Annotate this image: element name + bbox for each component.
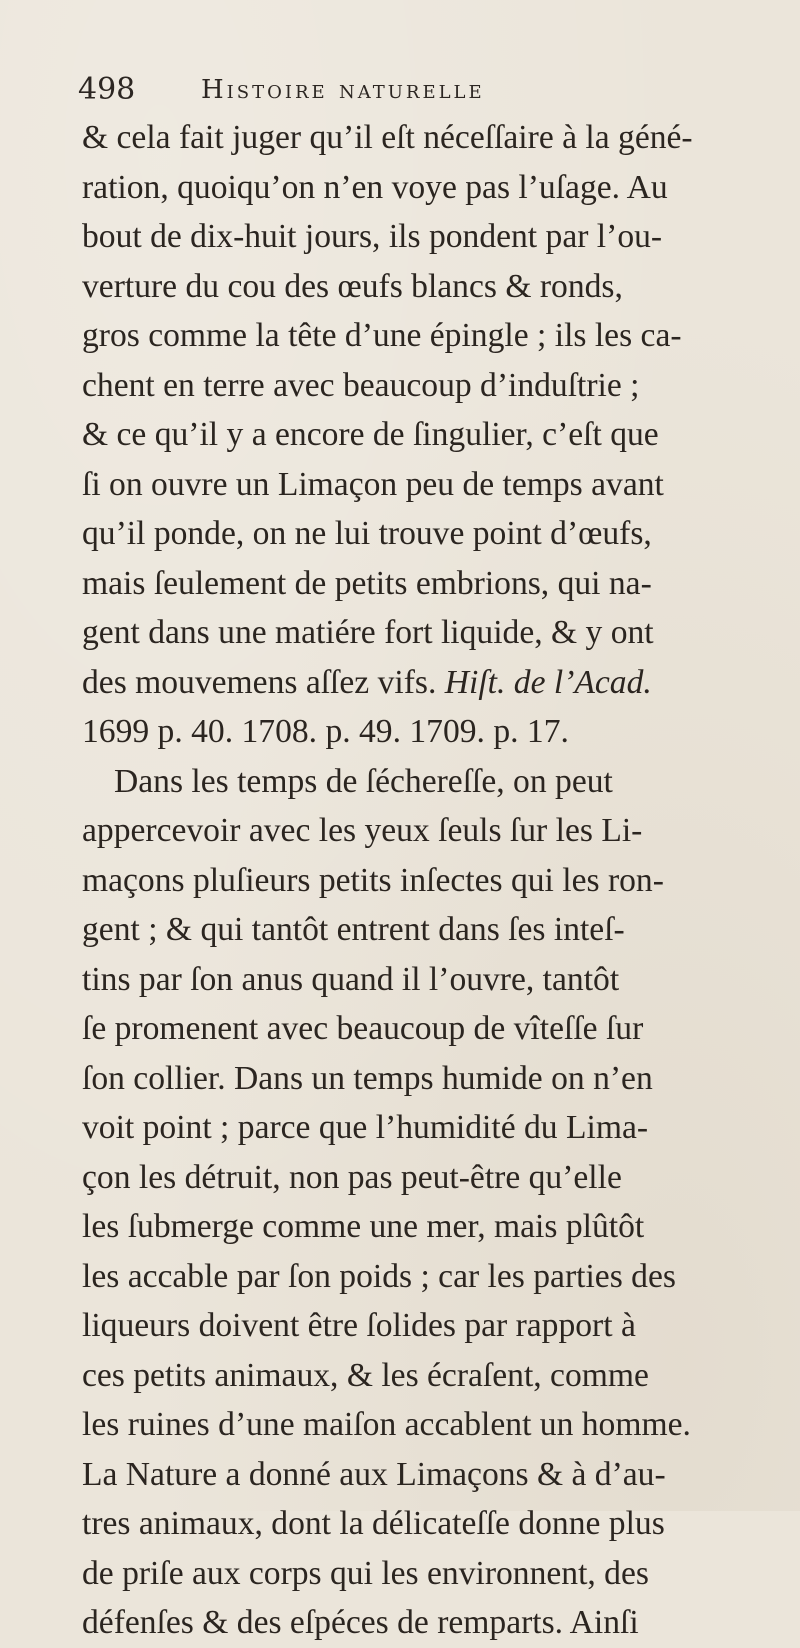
paragraph-start-line: Dans les temps de ſéchereſſe, on peut <box>114 762 613 800</box>
text-line: qu’il ponde, on ne lui trouve point d’œufs, <box>82 515 652 552</box>
text-line: mais ſeulement de petits embrions, qui na- <box>82 564 652 602</box>
text-line: çon les détruit, non pas peut-être qu’elle <box>82 1158 622 1196</box>
text-line: les accable par ſon poids ; car les parties des <box>82 1257 676 1295</box>
text-line: les ruines d’une maiſon accablent un homme. <box>82 1406 691 1443</box>
text-line-with-citation <box>82 658 798 708</box>
text-line: voit point ; parce que l’humidité du Lima- <box>82 1109 649 1146</box>
text-line: gros comme la tête d’une épingle ; ils les ca- <box>82 317 682 354</box>
text-line: gent dans une matiére fort liquide, & y ont <box>82 614 654 651</box>
text-line: tres animaux, dont la délicateſſe donne plus <box>82 1505 665 1542</box>
text-line: 1699 p. 40. 1708. p. 49. 1709. p. 17. <box>82 713 569 750</box>
page-header <box>78 68 718 112</box>
text-line: chent en terre avec beaucoup d’induſtrie ; <box>82 366 640 404</box>
text-line: verture du cou des œufs blancs & ronds, <box>82 267 623 305</box>
text-line: tins par ſon anus quand il l’ouvre, tantôt <box>82 960 620 998</box>
text-line: & cela fait juger qu’il eſt néceſſaire à la géné- <box>82 119 693 156</box>
text-line: de priſe aux corps qui les environnent, des <box>82 1554 649 1592</box>
text-line: gent ; & qui tantôt entrent dans ſes inteſ- <box>82 911 625 948</box>
text-line: La Nature a donné aux Limaçons & à d’au- <box>82 1455 666 1493</box>
text-segment: des mouvemens aſſez vifs. <box>82 663 437 701</box>
text-line: ſe promenent avec beaucoup de vîteſſe ſur <box>82 1010 644 1047</box>
text-line: appercevoir avec les yeux ſeuls ſur les Li- <box>82 812 643 849</box>
text-line: ces petits animaux, & les écraſent, comme <box>82 1356 649 1394</box>
text-line: ration, quoiqu’on n’en voye pas l’uſage. Au <box>82 168 668 206</box>
text-line: ſi on ouvre un Limaçon peu de temps avant <box>82 465 664 503</box>
text-line: maçons pluſieurs petits inſectes qui les ron- <box>82 861 664 899</box>
citation-reference: Hiſt. de l’Acad. <box>444 663 652 701</box>
page-number: 498 <box>78 72 136 107</box>
body-text <box>82 113 798 1648</box>
text-line: les ſubmerge comme une mer, mais plûtôt <box>82 1208 645 1245</box>
text-line: bout de dix-huit jours, ils pondent par l’ou- <box>82 218 663 255</box>
running-title: Histoire naturelle <box>201 75 485 105</box>
text-line: & ce qu’il y a encore de ſingulier, c’eſt que <box>82 416 659 453</box>
text-line: liqueurs doivent être ſolides par rapport à <box>82 1307 636 1344</box>
text-line: défenſes & des eſpéces de remparts. Ainſi <box>82 1604 639 1641</box>
text-line: ſon collier. Dans un temps humide on n’en <box>82 1059 653 1097</box>
